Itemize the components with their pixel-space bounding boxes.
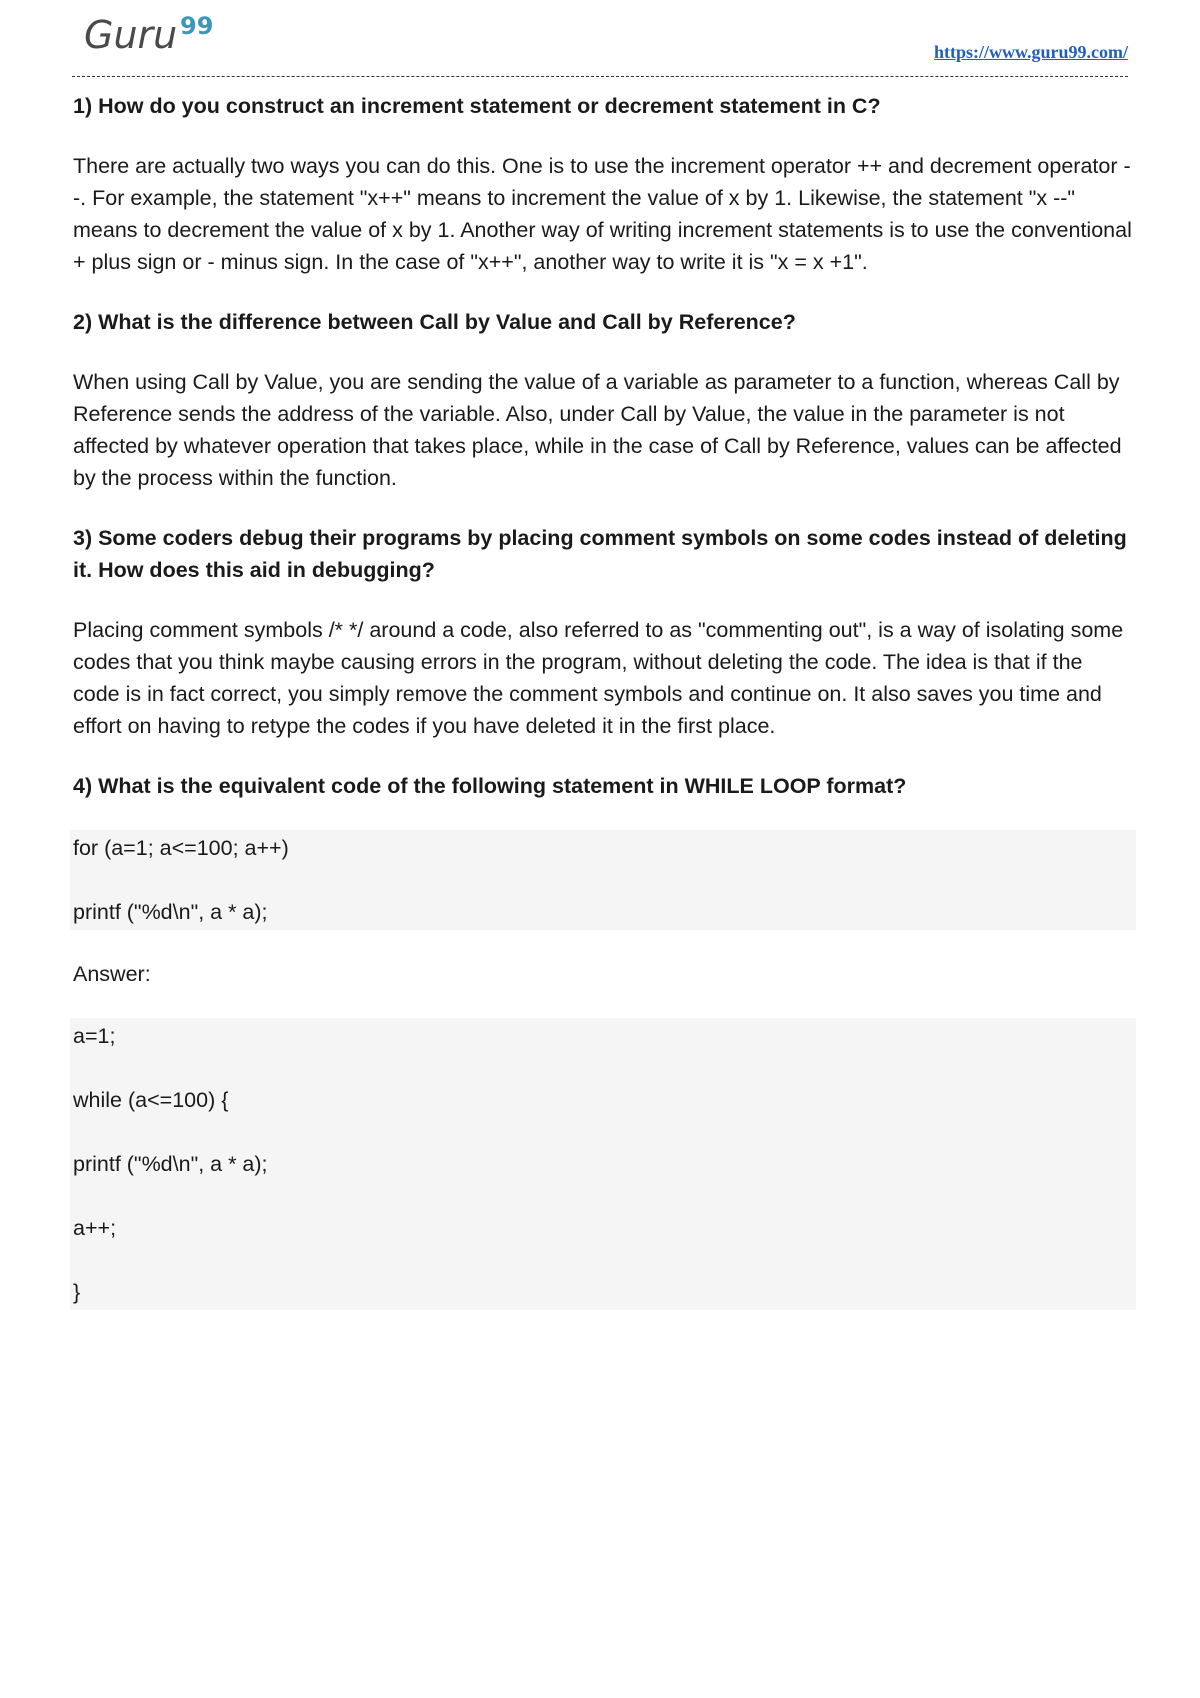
- code-line: a=1;: [73, 1024, 116, 1048]
- code-line: while (a<=100) {: [73, 1088, 229, 1112]
- answer-3: Placing comment symbols /* */ around a code, also referred to as "commenting out", is a way of isolating some codes that you think maybe causing errors in the program, without deleting the code. The idea is that if the code is in fact correct, you simply remove the comment symbols and continue on. It also saves you time and effort on having to retype the codes if you have deleted it in the first place.: [73, 618, 1124, 738]
- question-2: 2) What is the difference between Call by Value and Call by Reference?: [73, 310, 796, 334]
- question-3: 3) Some coders debug their programs by placing comment symbols on some codes instead of deleting it. How does this aid in debugging?: [73, 526, 1127, 582]
- code-line: printf ("%d\n", a * a);: [73, 1152, 268, 1176]
- header-divider: [72, 76, 1128, 77]
- svg-text:Guru: Guru: [84, 13, 178, 57]
- question-4: 4) What is the equivalent code of the following statement in WHILE LOOP format?: [73, 774, 907, 798]
- article-body: [73, 90, 1133, 1310]
- svg-text:99: 99: [180, 12, 214, 40]
- guru99-logo: [84, 10, 234, 62]
- answer-2: When using Call by Value, you are sending the value of a variable as parameter to a function, whereas Call by Reference sends the address of the variable. Also, under Call by Value, the value in the parameter is not affected by whatever operation that takes place, while in the case of Call by Reference, values can be affected by the process within the function.: [73, 370, 1122, 490]
- code-line: }: [73, 1280, 81, 1304]
- site-url-link[interactable]: https://www.guru99.com/: [933, 42, 1128, 62]
- while-loop-code-block: [70, 1018, 1136, 1310]
- question-1: 1) How do you construct an increment statement or decrement statement in C?: [73, 94, 881, 118]
- answer-1: There are actually two ways you can do this. One is to use the increment operator ++ and decrement operator --. For example, the statement "x++" means to increment the value of x by 1. Likewise, the statement "x --" means to decrement the value of x by 1. Another way of writing increment statements is to use the conventional + plus sign or - minus sign. In the case of "x++", another way to write it is "x = x +1".: [73, 154, 1132, 274]
- answer-label: Answer:: [73, 962, 151, 986]
- code-line: for (a=1; a<=100; a++): [73, 836, 289, 860]
- code-line: printf ("%d\n", a * a);: [73, 900, 268, 924]
- for-loop-code-block: [70, 830, 1136, 930]
- code-line: a++;: [73, 1216, 117, 1240]
